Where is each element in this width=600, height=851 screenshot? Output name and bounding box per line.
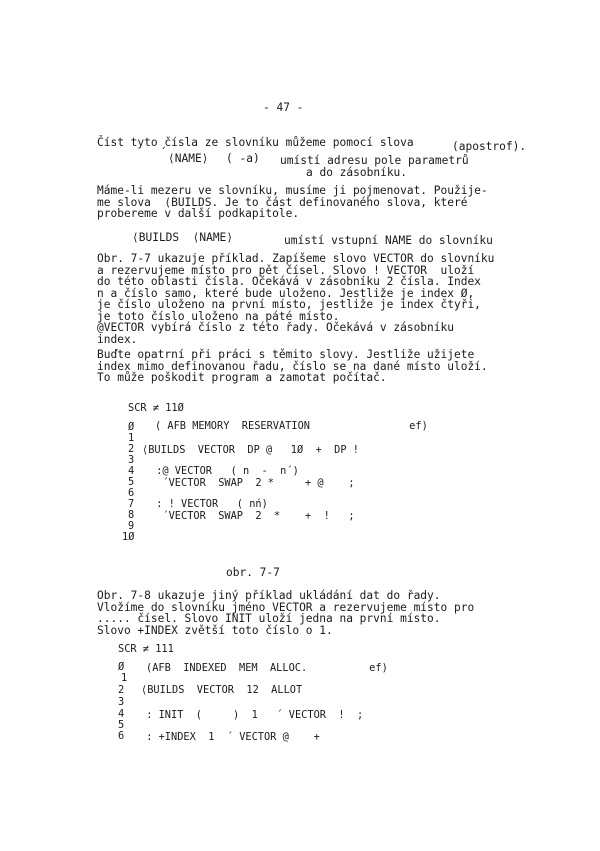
code-line-text: : +INDEX 1 ´ VECTOR @ +: [140, 731, 320, 743]
paragraph-example-7-8: [97, 590, 517, 636]
code-line-text: : INIT ( ) 1 ´ VECTOR ! ;: [140, 709, 364, 721]
page-number: - 47 -: [263, 101, 304, 114]
code-line-number: 8: [128, 509, 135, 521]
code-line-text: ⟨BUILDS VECTOR 12 ALLOT: [141, 684, 303, 696]
paragraph-example-7-7: [97, 253, 517, 345]
paragraph-line: To může poškodit program a zamotat počítač.: [97, 371, 387, 384]
code-line-number: 1Ø: [122, 531, 135, 543]
code-line-text: ( AFB MEMORY RESERVATION ef): [155, 420, 428, 432]
paragraph-line: probereme v další podkapitole.: [97, 207, 300, 220]
code-line-number: 2: [118, 684, 125, 696]
code-line-number: 3: [118, 696, 125, 708]
code-line-number: Ø: [128, 421, 135, 433]
code-line-number: 9: [128, 520, 135, 532]
paragraph-warning: [97, 349, 517, 384]
intro-line: Číst tyto čísla ze slovníku můžeme pomocí slova: [97, 136, 414, 149]
paragraph-line: Obr. 7-8 ukazuje jiný příklad ukládání dat do řady.: [97, 589, 441, 602]
def-name-stack: ( -a): [226, 152, 260, 165]
paragraph-line: Máme-li mezeru ve slovníku, musíme ji pojmenovat. Použije-: [97, 184, 488, 197]
code-line-text: ´VECTOR SWAP 2 * + ! ;: [150, 510, 355, 522]
code-line-number: 5: [128, 476, 135, 488]
code-line-number: 3: [128, 454, 135, 466]
code-line-number: 4: [118, 708, 125, 720]
paragraph-line: index mimo definovanou řadu, číslo se na dané místo uloží.: [97, 359, 488, 373]
figure-caption: obr. 7-7: [226, 566, 280, 579]
paragraph-line: Slovo +INDEX zvětší toto číslo o 1.: [97, 623, 333, 637]
code-line-number: 2: [128, 443, 135, 455]
def-name-desc-1: umístí adresu pole parametrů: [280, 154, 469, 167]
paragraph-line: ..... čísel. Slovo INIT uloží jedna na první místo.: [97, 612, 441, 625]
code-header: SCR ≠ 111: [118, 643, 174, 655]
code-line-number: 5: [118, 719, 125, 731]
code-line-text: ´VECTOR SWAP 2 * + @ ;: [150, 477, 355, 489]
def-name-word: ⟨NAME⟩: [168, 152, 209, 165]
paragraph-line: @VECTOR vybírá číslo z této řady. Očekává v zásobníku: [97, 321, 454, 334]
paragraph-line: je toto číslo uloženo na páté místo.: [97, 309, 340, 323]
code-line-number: 6: [128, 487, 135, 499]
code-header: SCR ≠ 11Ø: [128, 402, 184, 414]
code-line-text: :@ VECTOR ( n - n´): [150, 465, 299, 477]
code-line-number: 7: [128, 498, 135, 510]
paragraph-line: Buďte opatrní při práci s těmito slovy. Jestliže užijete: [97, 348, 475, 361]
paragraph-line: index.: [97, 332, 138, 346]
paragraph-line: do této oblasti čísla. Očekává v zásobníku 2 čísla. Index: [97, 275, 481, 288]
code-line-text: ⟨BUILDS VECTOR DP @ 1Ø + DP !: [142, 444, 359, 456]
paragraph-builds-intro: [97, 185, 517, 220]
intro-note: (apostrof).: [452, 140, 527, 153]
code-line-number: 4: [128, 465, 135, 477]
code-line-number: 1: [128, 432, 135, 444]
code-line-text: (AFB INDEXED MEM ALLOC. ef): [146, 662, 388, 674]
def-name-desc-2: a do zásobníku.: [306, 166, 408, 179]
paragraph-line: Vložíme do slovníku jméno VECTOR a rezervujeme místo pro: [97, 600, 475, 614]
code-line-number: 1: [121, 672, 128, 684]
def-builds-word: ⟨BUILDS ⟨NAME⟩: [132, 231, 234, 244]
def-name-tick: ´: [160, 146, 167, 159]
paragraph-line: je číslo uloženo na první místo, jestliže je index čtyři,: [97, 298, 481, 311]
code-line-number: 6: [118, 730, 125, 742]
paragraph-line: Obr. 7-7 ukazuje příklad. Zapíšeme slovo VECTOR do slovníku: [97, 252, 495, 265]
code-line-text: : ! VECTOR ( nń): [150, 498, 268, 510]
paragraph-line: a rezervujeme místo pro pět čísel. Slovo ! VECTOR uloží: [97, 263, 475, 277]
def-builds-desc: umístí vstupní NAME do slovníku: [284, 234, 493, 247]
code-line-number: Ø: [118, 661, 125, 673]
paragraph-line: n a číslo samo, které bude uloženo. Jestliže je index Ø,: [97, 286, 475, 300]
paragraph-line: me slova ⟨BUILDS. Je to část definovaného slova, které: [97, 195, 468, 209]
